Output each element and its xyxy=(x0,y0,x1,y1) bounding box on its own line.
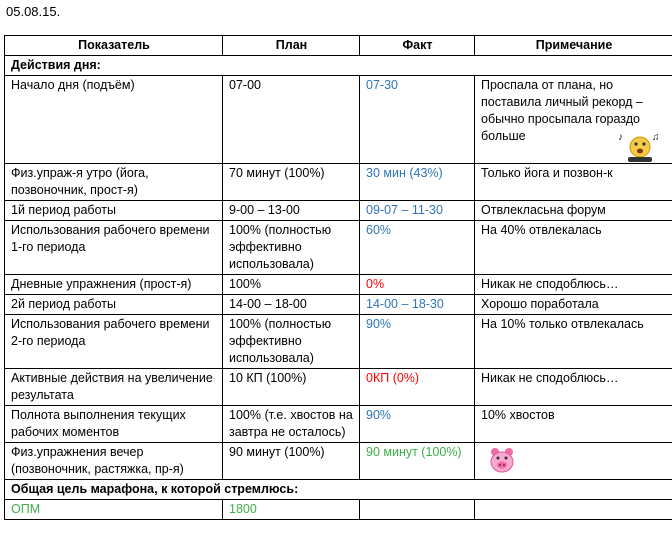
fact-cell: 90% xyxy=(360,406,475,443)
note-cell: Никак не сподоблюсь… xyxy=(475,275,672,295)
section-title-actions: Действия дня: xyxy=(5,56,672,76)
indicator-cell: 1й период работы xyxy=(5,201,223,221)
note-cell: 10% хвостов xyxy=(475,406,672,443)
header-note: Примечание xyxy=(475,36,672,56)
fact-cell: 90 минут (100%) xyxy=(360,443,475,480)
table-header-row xyxy=(5,36,672,56)
fact-cell: 90% xyxy=(360,315,475,369)
goal-plan-cell: 1800 xyxy=(223,500,360,520)
note-cell: Отвлекласьна форум xyxy=(475,201,672,221)
table-row xyxy=(5,443,672,480)
svg-text:♫: ♫ xyxy=(652,132,660,143)
section-row-goal xyxy=(5,480,672,500)
indicator-cell: Использования рабочего времени 2-го периода xyxy=(5,315,223,369)
indicator-cell: Физ.упраж-я утро (йога, позвоночник, прост-я) xyxy=(5,164,223,201)
plan-cell: 9-00 – 13-00 xyxy=(223,201,360,221)
table-row xyxy=(5,201,672,221)
plan-cell: 70 минут (100%) xyxy=(223,164,360,201)
section-row-actions xyxy=(5,56,672,76)
table-row xyxy=(5,76,672,164)
goal-fact-cell xyxy=(360,500,475,520)
goal-indicator-cell: ОПМ xyxy=(5,500,223,520)
plan-cell: 10 КП (100%) xyxy=(223,369,360,406)
indicator-cell: Дневные упражнения (прост-я) xyxy=(5,275,223,295)
plan-cell: 100% (т.е. хвостов на завтра не осталось) xyxy=(223,406,360,443)
fact-cell: 0% xyxy=(360,275,475,295)
plan-cell: 100% (полностью эффективно использовала) xyxy=(223,315,360,369)
fact-cell: 09-07 – 11-30 xyxy=(360,201,475,221)
table-row xyxy=(5,295,672,315)
fact-cell: 0КП (0%) xyxy=(360,369,475,406)
date-label: 05.08.15. xyxy=(6,4,61,19)
indicator-cell: Активные действия на увеличение результата xyxy=(5,369,223,406)
table-row xyxy=(5,275,672,295)
singing-smiley-icon xyxy=(618,131,662,163)
fact-cell: 07-30 xyxy=(360,76,475,164)
svg-text:♪: ♪ xyxy=(618,132,623,143)
note-cell: Только йога и позвон-к xyxy=(475,164,672,201)
header-fact: Факт xyxy=(360,36,475,56)
plan-cell: 07-00 xyxy=(223,76,360,164)
note-cell: На 40% отвлекалась xyxy=(475,221,672,275)
indicator-cell: Начало дня (подъём) xyxy=(5,76,223,164)
indicator-cell: Использования рабочего времени 1-го периода xyxy=(5,221,223,275)
header-plan: План xyxy=(223,36,360,56)
table-row xyxy=(5,406,672,443)
note-cell: Никак не сподоблюсь… xyxy=(475,369,672,406)
indicator-cell: Полнота выполнения текущих рабочих моментов xyxy=(5,406,223,443)
table-row xyxy=(5,369,672,406)
note-cell: На 10% только отвлекалась xyxy=(475,315,672,369)
note-cell: Хорошо поработала xyxy=(475,295,672,315)
table-row-goal xyxy=(5,500,672,520)
plan-cell: 14-00 – 18-00 xyxy=(223,295,360,315)
table-row xyxy=(5,164,672,201)
plan-cell: 90 минут (100%) xyxy=(223,443,360,480)
section-title-goal: Общая цель марафона, к которой стремлюсь: xyxy=(5,480,672,500)
header-indicator: Показатель xyxy=(5,36,223,56)
indicator-cell: Физ.упражнения вечер (позвоночник, растяжка, пр-я) xyxy=(5,443,223,480)
fact-cell: 30 мин (43%) xyxy=(360,164,475,201)
note-cell xyxy=(475,76,672,164)
fact-cell: 14-00 – 18-30 xyxy=(360,295,475,315)
indicator-cell: 2й период работы xyxy=(5,295,223,315)
daily-plan-table xyxy=(4,35,672,520)
goal-note-cell xyxy=(475,500,672,520)
note-cell xyxy=(475,443,672,480)
pig-face-icon xyxy=(487,446,517,474)
note-text: Проспала от плана, но поставила личный рекорд – обычно просыпала гораздо больше xyxy=(481,78,643,143)
plan-cell: 100% (полностью эффективно использовала) xyxy=(223,221,360,275)
plan-cell: 100% xyxy=(223,275,360,295)
fact-cell: 60% xyxy=(360,221,475,275)
table-row xyxy=(5,221,672,275)
table-row xyxy=(5,315,672,369)
